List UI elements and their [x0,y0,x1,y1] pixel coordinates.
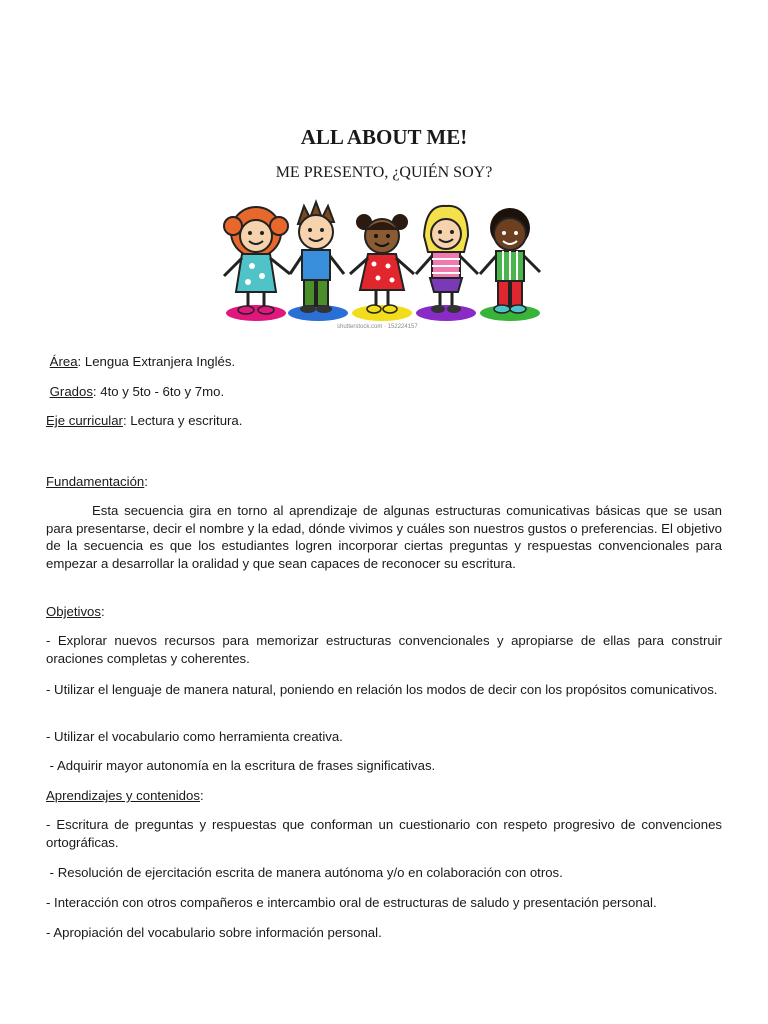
kids-illustration [216,196,550,336]
fundamentacion-heading: Fundamentación: [46,474,148,489]
objetivo-item: - Utilizar el vocabulario como herramienta creativa. [46,729,343,744]
boy-brown-hair-figure [290,202,344,313]
grados-line [46,383,722,401]
objetivo-item: - Adquirir mayor autonomía en la escritura de frases significativas. [46,758,436,773]
objetivo-item: - Utilizar el lenguaje de manera natural, poniendo en relación los modos de decir con los propósitos comunicativos. [46,682,718,697]
girl-orange-hair-figure [224,207,290,314]
aprendizaje-item: - Escritura de preguntas y respuestas que conforman un cuestionario con respeto progresivo de convenciones ortográficas. [46,817,722,850]
aprendizaje-item: - Resolución de ejercitación escrita de manera autónoma y/o en colaboración con otros. [46,865,563,880]
document-subtitle: ME PRESENTO, ¿QUIÉN SOY? [275,164,493,181]
objetivos-heading: Objetivos: [46,604,105,619]
objetivo-item: - Explorar nuevos recursos para memorizar estructuras convencionales y apropiarse de ellas para construir oraciones completas y coherentes. [46,633,722,666]
document-title: ALL ABOUT ME! [300,125,468,149]
aprendizaje-item: - Apropiación del vocabulario sobre información personal. [46,925,382,940]
eje-label: Eje curricular [46,413,123,428]
area-value: : Lengua Extranjera Inglés. [77,354,236,369]
area-line [46,353,722,371]
fundamentacion-paragraph: Esta secuencia gira en torno al aprendizaje de algunas estructuras comunicativas básicas que se usan para presentarse, decir el nombre y la edad, dónde vivimos y cuáles son nuestros gustos o preferencias. El objetivo de la secuencia es que los estudiantes logren incorporar ciertas preguntas y respuestas convencionales para empezar a desarrollar la oralidad y que sean capaces de reconocer su escritura. [46,503,722,571]
area-label: Área [49,354,78,369]
girl-pigtails-figure [350,214,414,313]
image-credit: shutterstock.com · 152224157 [337,324,418,330]
grados-label: Grados [49,384,93,399]
boy-dark-hair-figure [480,208,540,313]
grados-value: : 4to y 5to - 6to y 7mo. [92,384,225,399]
eje-line [46,412,722,430]
aprendizaje-item: - Interacción con otros compañeros e intercambio oral de estructuras de saludo y presentación personal. [46,895,657,910]
girl-blonde-hair-figure [416,206,478,313]
eje-value: : Lectura y escritura. [122,413,243,428]
aprendizajes-heading: Aprendizajes y contenidos: [46,788,204,803]
